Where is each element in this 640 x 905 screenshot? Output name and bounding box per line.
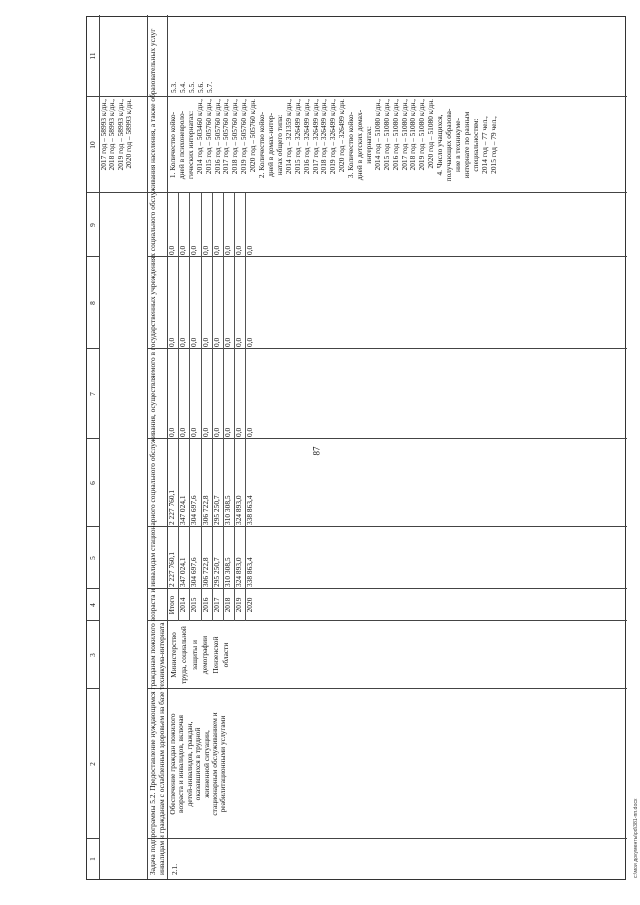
- col-number-8: 8: [88, 301, 97, 305]
- value-cell: 0,0: [168, 193, 179, 257]
- value-cell: 0,0: [213, 349, 224, 439]
- indicator-line: 2017 год – 51080 к/дн.,: [399, 99, 409, 171]
- value-cell: 310 308,5: [224, 527, 235, 589]
- file-path-footer: c:\мои документы\pd\381-пп.docx: [633, 798, 639, 878]
- value-cell: 0,0: [245, 427, 255, 437]
- col-number-2: 2: [88, 762, 97, 766]
- value-cell: 0,0: [213, 193, 224, 257]
- executor-line: демографии: [200, 635, 210, 675]
- value-cell: 338 863,4: [245, 495, 255, 525]
- year-cell: 2016: [202, 589, 213, 621]
- col-number-11: 11: [88, 52, 97, 60]
- funding-regional-column: [168, 439, 257, 527]
- value-cell: 0,0: [245, 337, 255, 347]
- value-cell: 0,0: [168, 349, 179, 439]
- indicator-line: 3. Количество койко-: [346, 111, 356, 179]
- indicator-line: 2018 год – 51080 к/дн.,: [408, 99, 418, 171]
- value-cell: 304 697,6: [190, 527, 201, 589]
- indicator-line: 1. Количество койко-: [168, 111, 177, 179]
- funding-column-8: [168, 257, 257, 349]
- indicator-line: интернатах:: [363, 126, 373, 164]
- value-cell: 0,0: [190, 349, 201, 439]
- value-cell: 0,0: [235, 193, 246, 257]
- col-number-6: 6: [88, 481, 97, 485]
- row-number: 2.1.: [170, 863, 179, 875]
- indicator-line: 2015 год – 51080 к/дн.,: [381, 99, 391, 171]
- page-number: 87: [311, 446, 322, 456]
- year-cell: 2019: [235, 589, 246, 621]
- prev-indicator-line: 2019 год – 58993 к/дн.,: [115, 99, 125, 171]
- value-cell: 338 863,4: [245, 557, 255, 587]
- indicator-line: интернате по разным: [461, 111, 471, 179]
- value-cell: 347 024,1: [179, 439, 190, 527]
- indicator-line: 2018 год – 505760 к/дн.,: [230, 99, 240, 175]
- value-cell: 0,0: [202, 193, 213, 257]
- indicator-line: получающих образова-: [444, 108, 454, 182]
- value-cell: 0,0: [190, 257, 201, 349]
- activity-line: детей-инвалидов, граждан,: [184, 721, 194, 807]
- value-cell: 0,0: [245, 245, 255, 255]
- value-cell: 0,0: [179, 257, 190, 349]
- indicator-codes: [169, 53, 214, 93]
- indicator-line: дней в домах-интер-: [265, 112, 275, 178]
- indicator-line: 2015 год – 505760 к/дн.,: [203, 99, 213, 175]
- years-column: [168, 589, 257, 621]
- executor-line: труда, социальной: [179, 626, 189, 684]
- task-title: Задача подпрограммы 5.2. Предоставление нуждающимся гражданам пожилого возраста и инвалидам стационарного социального обслуживания, осуществляемого в государственных учреждениях социального обслуживания населения, а также образовательных услуг инвалидам и гражданам с ослабленным здоровьем на базе техникума-интерната: [148, 28, 166, 875]
- prev-indicator-line: 2018 год – 58993 к/дн.,: [107, 99, 117, 171]
- indicator-line: 2016 год – 326499 к/дн.,: [301, 99, 311, 175]
- value-cell: 304 697,6: [190, 439, 201, 527]
- indicator-line: 2016 год – 505760 к/дн.,: [212, 99, 222, 175]
- value-cell: 2 227 760,1: [168, 439, 179, 527]
- value-cell: 0,0: [235, 349, 246, 439]
- value-cell: 306 722,8: [202, 527, 213, 589]
- activity-line: стационарным обслуживанием и: [210, 712, 220, 816]
- indicator-line: ние в техникуме-: [453, 118, 462, 172]
- executor-line: области: [221, 642, 231, 668]
- indicator-line: 4. Число учащихся,: [435, 114, 445, 176]
- executor-line: Пензенской: [210, 636, 220, 674]
- year-cell: 2017: [213, 589, 224, 621]
- indicator-line: 2014 год – 51080 к/дн.,: [372, 99, 382, 171]
- value-cell: 0,0: [213, 257, 224, 349]
- col-number-7: 7: [88, 392, 97, 396]
- funding-column-7: [168, 349, 257, 439]
- value-cell: 324 893,0: [235, 439, 246, 527]
- responsible-executor: [169, 623, 231, 687]
- indicator-line: 2020 год – 326499 к/дн.: [337, 99, 347, 173]
- value-cell: 0,0: [202, 349, 213, 439]
- col-number-5: 5: [88, 556, 97, 560]
- indicator-line: дней в психоневроло-: [176, 110, 186, 180]
- year-cell: 2018: [224, 589, 235, 621]
- indicator-line: 2014 год – 321359 к/дн.,: [283, 99, 293, 175]
- value-cell: 0,0: [179, 349, 190, 439]
- indicator-line: 2020 год – 505760 к/дн.: [248, 99, 258, 173]
- col-number-1: 1: [88, 857, 97, 861]
- indicator-line: дней в детских домах-: [355, 109, 365, 181]
- indicator-code: 5.4.: [178, 81, 187, 93]
- indicator-line: 2016 год – 51080 к/дн.,: [390, 99, 400, 171]
- prev-indicator-line: 2017 год – 58993 к/дн.,: [99, 99, 108, 171]
- activity-line: реабилитационными услугами: [218, 715, 228, 813]
- indicators-list: [169, 99, 499, 191]
- activity-line: Обеспечение граждан пожилого: [168, 713, 177, 815]
- indicator-line: 2015 год – 79 чел.,: [488, 116, 498, 174]
- value-cell: 0,0: [179, 193, 190, 257]
- col-number-9: 9: [88, 223, 97, 227]
- activity-line: жизненной ситуации,: [201, 730, 211, 798]
- indicator-code: 5.6.: [196, 81, 205, 93]
- funding-column-9: [168, 193, 257, 257]
- indicator-line: 2. Количество койко-: [257, 111, 267, 179]
- prev-indicator-line: 2020 год – 58993 к/дн.: [124, 99, 134, 169]
- value-cell: 0,0: [224, 257, 235, 349]
- activity-description: [169, 691, 228, 837]
- indicator-line: 2014 год – 77 чел.,: [479, 116, 489, 174]
- indicator-line: 2019 год – 505760 к/дн.,: [239, 99, 249, 175]
- executor-line: защиты и: [189, 640, 199, 670]
- indicator-line: 2020 год – 51080 к/дн.: [426, 99, 436, 169]
- indicator-line: 2014 год – 503460 к/дн.,: [194, 99, 204, 175]
- col-number-10: 10: [88, 141, 97, 149]
- indicator-line: 2018 год – 326499 к/дн.,: [319, 99, 329, 175]
- year-cell: Итого: [168, 589, 179, 621]
- value-cell: 306 722,8: [202, 439, 213, 527]
- value-cell: 324 893,0: [235, 527, 246, 589]
- indicator-line: натах общего типа:: [274, 114, 284, 176]
- value-cell: 310 308,5: [224, 439, 235, 527]
- funding-total-column: [168, 527, 257, 589]
- value-cell: 2 227 760,1: [168, 527, 179, 589]
- year-cell: 2015: [190, 589, 201, 621]
- value-cell: 0,0: [224, 349, 235, 439]
- value-cell: 295 250,7: [213, 439, 224, 527]
- value-cell: 347 024,1: [179, 527, 190, 589]
- year-cell: 2020: [245, 597, 255, 613]
- executor-line: Министерство: [169, 632, 178, 678]
- prev-row-indicators: [100, 99, 134, 191]
- indicator-line: 2019 год – 326499 к/дн.,: [328, 99, 338, 175]
- value-cell: 0,0: [224, 193, 235, 257]
- value-cell: 0,0: [190, 193, 201, 257]
- indicator-code: 5.5.: [187, 81, 196, 93]
- indicator-code: 5.7.: [205, 81, 214, 93]
- activity-line: оказавшихся в трудной: [193, 727, 203, 801]
- col-number-4: 4: [88, 603, 97, 607]
- year-cell: 2014: [179, 589, 190, 621]
- landscape-sheet: [86, 16, 639, 880]
- value-cell: 0,0: [202, 257, 213, 349]
- indicator-code: 5.3.: [169, 81, 178, 93]
- activity-line: возраста и инвалидов, включая: [176, 715, 186, 813]
- value-cell: 0,0: [235, 257, 246, 349]
- program-table: [86, 16, 626, 880]
- indicator-line: 2017 год – 326499 к/дн.,: [310, 99, 320, 175]
- indicator-line: специальностям:: [470, 118, 480, 172]
- value-cell: 295 250,7: [213, 527, 224, 589]
- col-number-3: 3: [88, 653, 97, 657]
- indicator-line: 2017 год – 505760 к/дн.,: [221, 99, 231, 175]
- indicator-line: 2019 год – 51080 к/дн.,: [417, 99, 427, 171]
- indicator-line: 2015 год – 326499 к/дн.,: [292, 99, 302, 175]
- indicator-line: гических интернатах:: [185, 110, 195, 180]
- value-cell: 0,0: [168, 257, 179, 349]
